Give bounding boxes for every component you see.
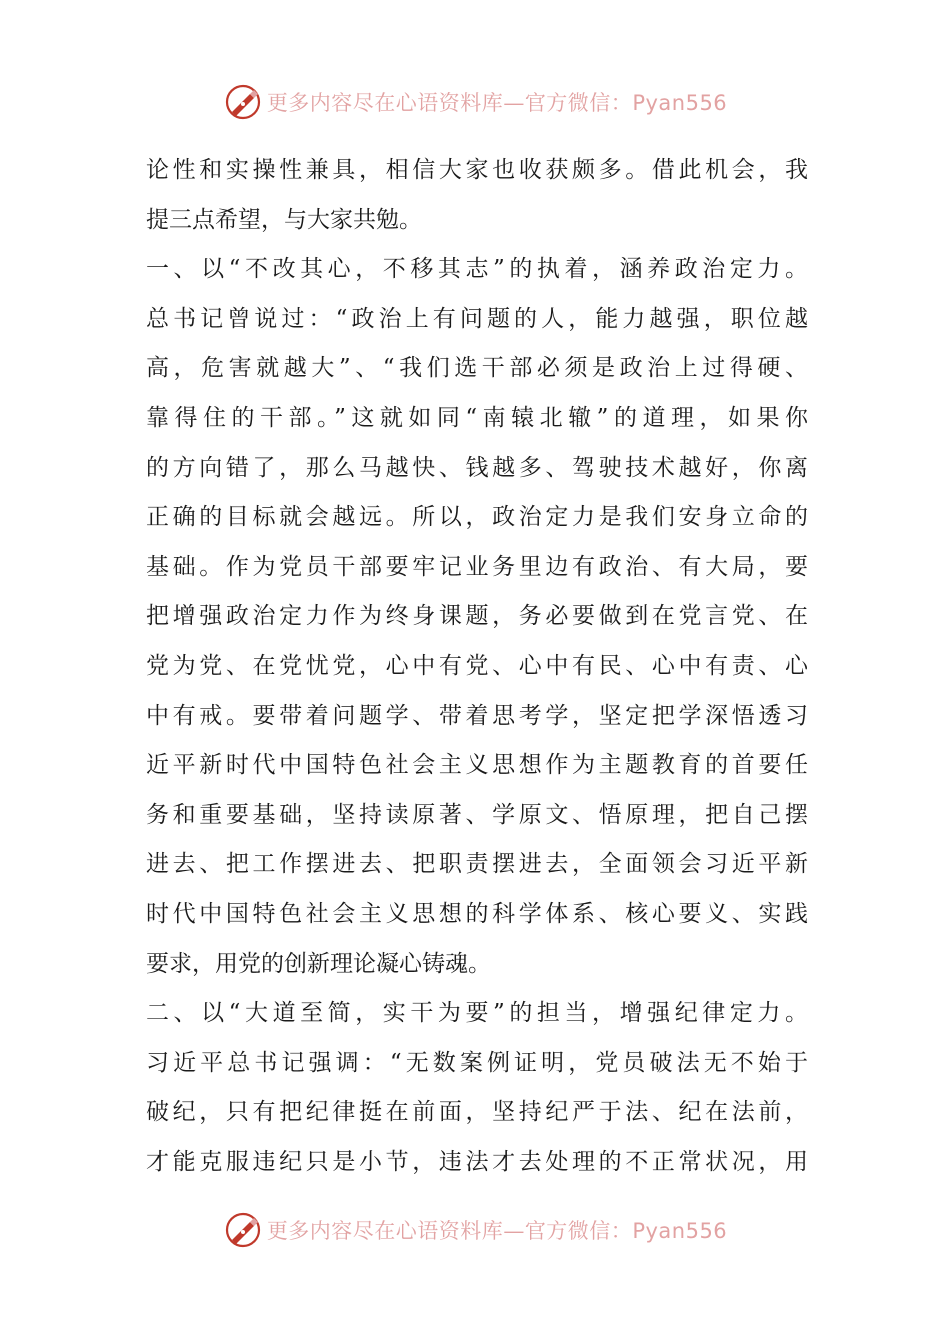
text-line: 破纪，只有把纪律挺在前面，坚持纪严于法、纪在法前， <box>146 1099 808 1126</box>
text-line: 党为党、在党忧党，心中有党、心中有民、心中有责、心 <box>146 652 808 679</box>
pen-nib-logo-icon <box>223 82 263 122</box>
header-watermark <box>0 80 950 124</box>
text-line: 时代中国特色社会主义思想的科学体系、核心要义、实践 <box>146 900 808 927</box>
watermark-text: 更多内容尽在心语资料库—官方微信：Pyan556 <box>266 1219 728 1243</box>
text-line: 近平新时代中国特色社会主义思想作为主题教育的首要任 <box>146 752 808 779</box>
text-line: 正确的目标就会越远。所以，政治定力是我们安身立命的 <box>146 504 808 531</box>
section-heading-2: 二、以“大道至简，实干为要”的担当，增强纪律定力。 <box>146 1000 808 1027</box>
text-line: 进去、把工作摆进去、把职责摆进去，全面领会习近平新 <box>146 851 808 878</box>
text-line: 提三点希望，与大家共勉。 <box>146 206 422 233</box>
text-line: 要求，用党的创新理论凝心铸魂。 <box>146 950 491 977</box>
section-heading-1: 一、以“不改其心，不移其志”的执着，涵养政治定力。 <box>146 256 808 283</box>
text-line: 高，危害就越大”、“我们选干部必须是政治上过得硬、 <box>146 355 808 382</box>
text-line: 务和重要基础，坚持读原著、学原文、悟原理，把自己摆 <box>146 801 808 828</box>
pen-nib-logo-icon <box>223 1210 263 1250</box>
text-line: 论性和实操性兼具，相信大家也收获颇多。借此机会，我 <box>146 157 808 183</box>
text-line: 总书记曾说过：“政治上有问题的人，能力越强，职位越 <box>146 305 808 332</box>
text-line: 习近平总书记强调：“无数案例证明，党员破法无不始于 <box>146 1049 808 1076</box>
text-line: 靠得住的干部。”这就如同“南辕北辙”的道理，如果你 <box>146 404 808 431</box>
text-line: 把增强政治定力作为终身课题，务必要做到在党言党、在 <box>146 603 808 630</box>
text-line: 基础。作为党员干部要牢记业务里边有政治、有大局，要 <box>146 553 808 580</box>
text-line: 的方向错了，那么马越快、钱越多、驾驶技术越好，你离 <box>146 454 808 481</box>
text-line: 才能克服违纪只是小节，违法才去处理的不正常状况，用 <box>146 1148 808 1175</box>
document-body <box>146 146 808 1187</box>
watermark-text: 更多内容尽在心语资料库—官方微信：Pyan556 <box>266 91 728 115</box>
footer-watermark <box>0 1208 950 1252</box>
text-line: 中有戒。要带着问题学、带着思考学，坚定把学深悟透习 <box>146 702 808 729</box>
